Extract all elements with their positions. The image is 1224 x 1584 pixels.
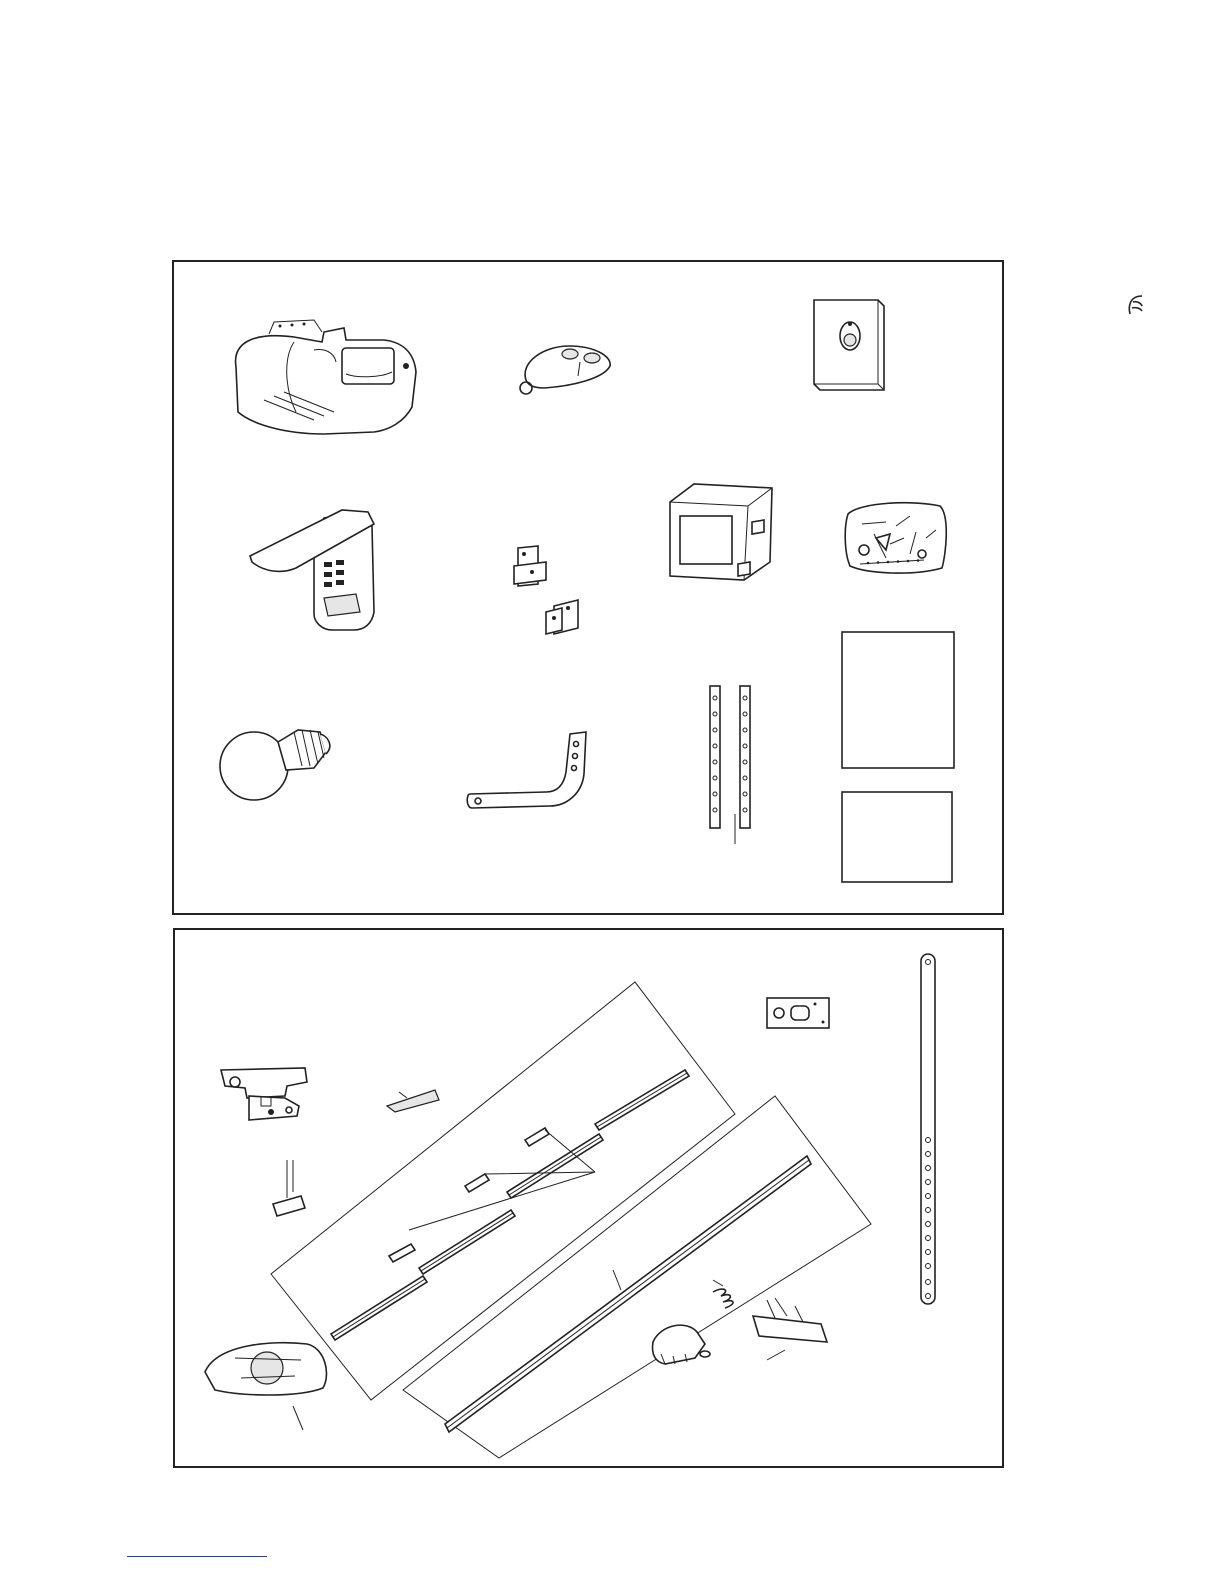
wall-control-illustration xyxy=(814,300,884,390)
opener-motor-illustration xyxy=(236,320,416,434)
spring-illustration xyxy=(713,1280,733,1308)
hanging-bracket-illustration xyxy=(710,686,750,844)
belt-bag-illustration xyxy=(205,1343,326,1430)
tag-illustration xyxy=(387,1090,439,1112)
document-2-illustration xyxy=(842,792,952,882)
door-bracket-illustration xyxy=(767,998,829,1028)
accessories-panel xyxy=(172,260,1004,915)
emergency-release-illustration xyxy=(273,1160,305,1216)
rail-illustration xyxy=(331,1070,689,1340)
curved-arm-illustration xyxy=(467,732,586,808)
trolley-illustration xyxy=(221,1068,307,1120)
edge-mark-icon xyxy=(1124,292,1146,320)
hardware-bag-illustration xyxy=(845,503,946,573)
sensor-box-illustration xyxy=(670,484,772,580)
footer-link-underline[interactable] xyxy=(127,1556,267,1557)
rail-panel xyxy=(173,928,1004,1468)
document-1-illustration xyxy=(842,632,954,768)
straight-arm-illustration xyxy=(921,954,935,1304)
bulb-illustration xyxy=(220,730,330,800)
pulley-illustration xyxy=(753,1298,827,1360)
front-rail-illustration xyxy=(445,1156,811,1432)
remote-fob-illustration xyxy=(520,346,610,394)
keypad-illustration xyxy=(250,510,374,630)
bracket-illustration xyxy=(514,546,578,634)
